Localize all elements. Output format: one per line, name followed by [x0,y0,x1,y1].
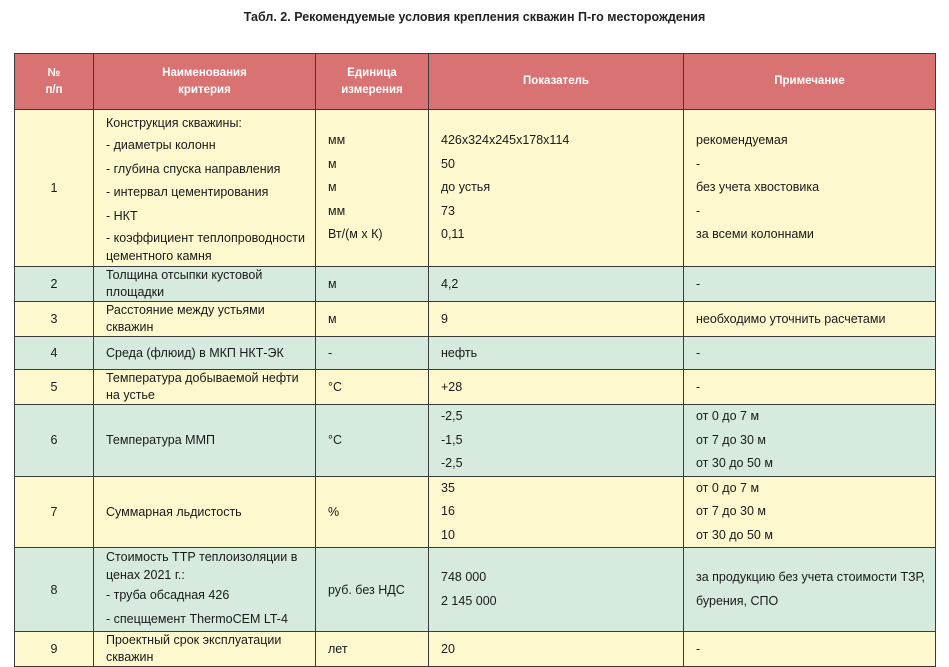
row-note: - [684,632,936,667]
row-note: от 0 до 7 м от 7 до 30 м от 30 до 50 м [684,476,936,548]
row-unit: - [316,337,429,370]
table-row [15,405,936,477]
row-unit: лет [316,632,429,667]
row-unit: руб. без НДС [316,548,429,632]
row-value: 20 [429,632,684,667]
row-criterion: Конструкция скважины: - диаметры колонн - глубина спуска направления - интервал цементирования - НКТ - коэффициент теплопроводности цементного камня [94,110,316,267]
header-value: Показатель [429,54,684,110]
table-row [15,337,936,370]
row-num: 6 [15,405,94,477]
table-row [15,370,936,405]
row-num: 8 [15,548,94,632]
header-criterion: Наименования критерия [94,54,316,110]
row-note: от 0 до 7 м от 7 до 30 м от 30 до 50 м [684,405,936,477]
header-row [15,54,936,110]
row-value: 426х324х245х178х114 50 до устья 73 0,11 [429,110,684,267]
row-num: 1 [15,110,94,267]
row-note: - [684,337,936,370]
table-row [15,302,936,337]
row-value: 4,2 [429,267,684,302]
row-num: 5 [15,370,94,405]
row-unit: °С [316,405,429,477]
row-criterion: Толщина отсыпки кустовой площадки [94,267,316,302]
row-criterion: Среда (флюид) в МКП НКТ-ЭК [94,337,316,370]
row-unit: м [316,267,429,302]
header-num: № п/п [15,54,94,110]
conditions-table [14,53,936,667]
row-note: - [684,267,936,302]
row-value: +28 [429,370,684,405]
row-criterion: Проектный срок эксплуатации скважин [94,632,316,667]
row-num: 2 [15,267,94,302]
row-criterion: Температура ММП [94,405,316,477]
row-value: нефть [429,337,684,370]
table-row [15,476,936,548]
table-row [15,548,936,632]
table-caption: Табл. 2. Рекомендуемые условия крепления скважин П-го месторождения [243,10,706,24]
row-value: -2,5 -1,5 -2,5 [429,405,684,477]
row-note: рекомендуемая - без учета хвостовика - за всеми колоннами [684,110,936,267]
row-num: 3 [15,302,94,337]
row-unit: мм м м мм Вт/(м х К) [316,110,429,267]
row-criterion: Суммарная льдистость [94,476,316,548]
row-unit: % [316,476,429,548]
row-unit: °С [316,370,429,405]
table-row [15,110,936,267]
table-row [15,632,936,667]
row-num: 9 [15,632,94,667]
table-row [15,267,936,302]
row-num: 4 [15,337,94,370]
row-unit: м [316,302,429,337]
row-value: 9 [429,302,684,337]
row-note: за продукцию без учета стоимости ТЗР, бурения, СПО [684,548,936,632]
header-note: Примечание [684,54,936,110]
row-num: 7 [15,476,94,548]
row-note: - [684,370,936,405]
row-criterion: Температура добываемой нефти на устье [94,370,316,405]
row-note: необходимо уточнить расчетами [684,302,936,337]
row-value: 35 16 10 [429,476,684,548]
header-unit: Единица измерения [316,54,429,110]
row-value: 748 000 2 145 000 [429,548,684,632]
row-criterion: Расстояние между устьями скважин [94,302,316,337]
row-criterion: Стоимость ТТР теплоизоляции в ценах 2021 г.: - труба обсадная 426 - спецщемент ThermoCEM LT-4 [94,548,316,632]
